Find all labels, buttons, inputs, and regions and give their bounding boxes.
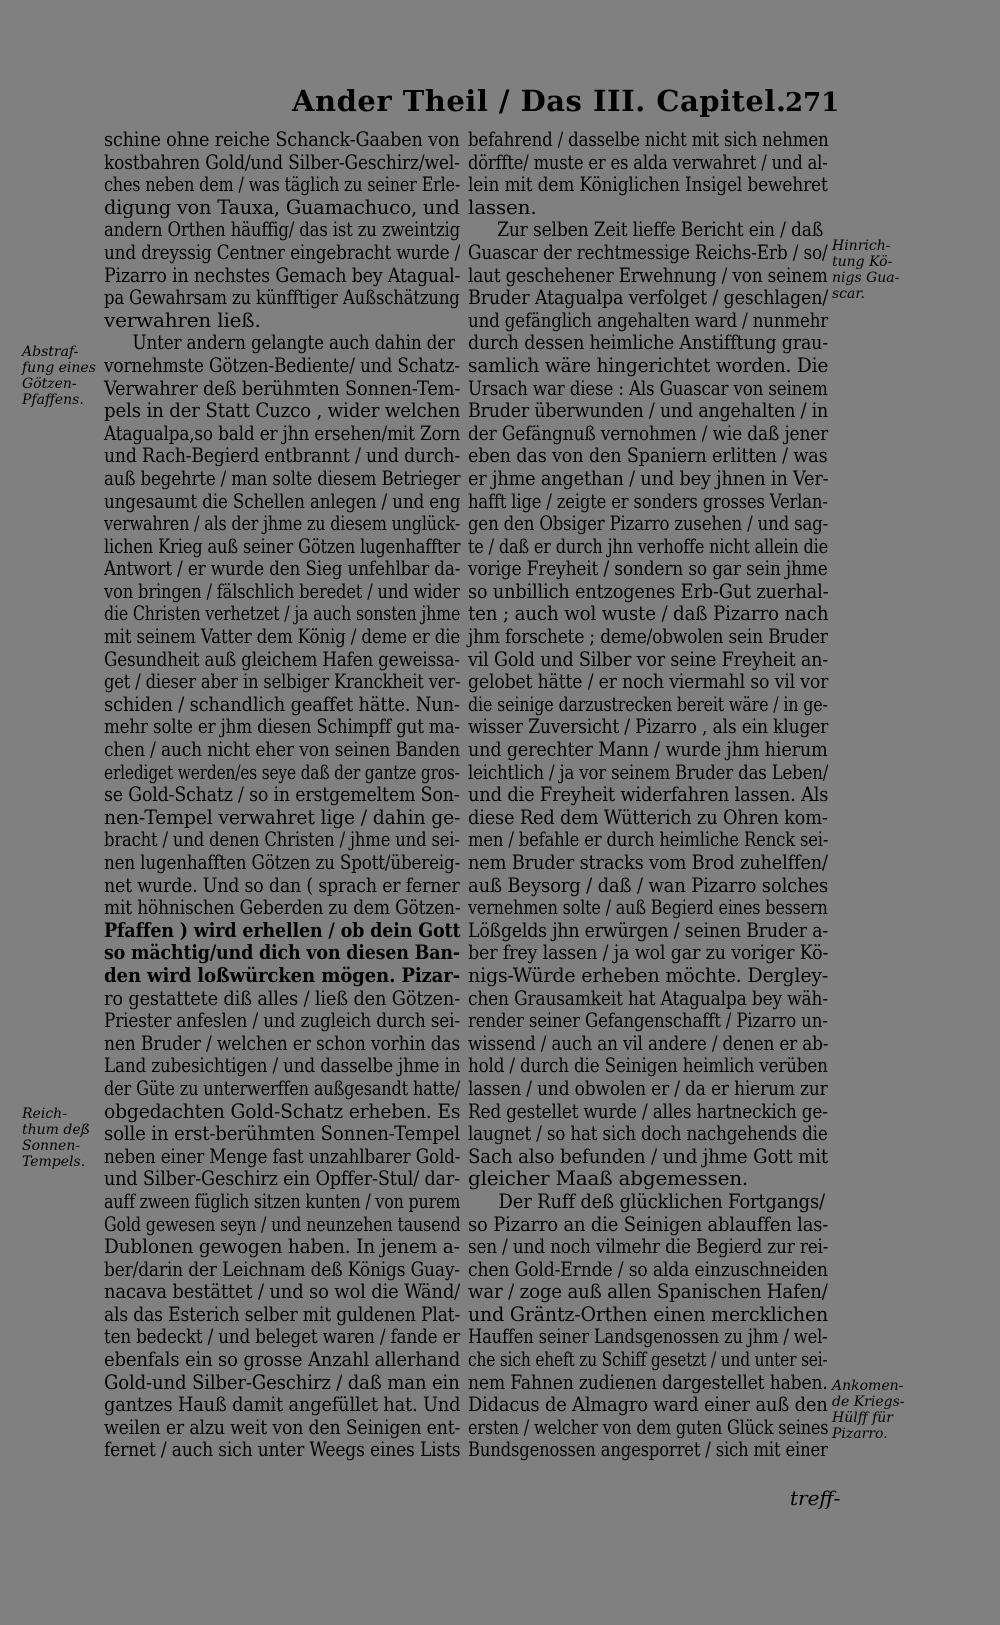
- text-line: Unter andern gelangte auch dahin der: [132, 330, 455, 355]
- text-line: nem Fahnen zudienen dargestellet haben.: [468, 1369, 828, 1394]
- text-line: befahrend / dasselbe nicht mit sich nehmen: [468, 127, 829, 151]
- text-line: Antwort / er wurde den Sieg unfehlbar da-: [104, 556, 461, 581]
- text-line: ersten / welcher von dem guten Glück seines: [468, 1414, 829, 1439]
- text-line: Guascar der rechtmessige Reichs-Erb / so/: [468, 239, 828, 264]
- text-line: Sach also befunden / und jhme Gott mit: [468, 1143, 829, 1168]
- text-line: lassen / und obwolen er / da er hierum zur: [468, 1075, 828, 1100]
- text-line: lein mit dem Königlichen Insigel bewehret: [468, 172, 828, 197]
- catchword: treff-: [790, 1486, 841, 1510]
- text-line: obgedachten Gold-Schatz erheben. Es: [104, 1098, 461, 1123]
- text-line: mit höhnischen Geberden zu dem Götzen-: [104, 895, 461, 920]
- text-line: ber/darin der Leichnam deß Königs Guay-: [104, 1256, 460, 1281]
- text-line: gleicher Maaß abgemessen.: [468, 1166, 749, 1191]
- text-line: nem Bruder stracks vom Brod zuhelffen/: [468, 850, 828, 874]
- text-line: hafft lige / zeigte er sonders grosses Verlan-: [468, 488, 828, 513]
- text-line: che sich eheft zu Schiff gesetzt / und unter sei-: [468, 1347, 828, 1372]
- text-line: die Christen verhetzet / ja auch sonsten jhme: [104, 601, 461, 626]
- text-line: pels in der Statt Cuzco , wider welchen: [104, 398, 461, 423]
- text-line: verwahren ließ.: [104, 307, 261, 332]
- text-line: Land zubesichtigen / und dasselbe jhme in: [104, 1053, 461, 1078]
- text-line: erlediget werden/es seye daß der gantze gros-: [104, 759, 460, 784]
- text-line: bracht / und denen Christen / jhme und sei-: [104, 827, 460, 852]
- text-line: mehr solte er jhm diesen Schimpff gut ma-: [104, 714, 460, 739]
- text-line: und Rach-Begierd entbrannt / und durch-: [104, 443, 461, 468]
- text-line: Dublonen gewogen haben. In jenem a-: [104, 1234, 460, 1259]
- text-line: laugnet / so hat sich doch nachgehends die: [468, 1121, 828, 1146]
- text-line: Bruder Atagualpa verfolget / geschlagen/: [468, 285, 829, 310]
- text-line: Gold-und Silber-Geschirz / daß man ein: [104, 1369, 460, 1394]
- text-line: der Gefängnuß vernohmen / wie daß jener: [468, 420, 829, 445]
- text-line: und Silber-Geschirz ein Opffer-Stul/ dar-: [104, 1166, 460, 1191]
- text-line: der Güte zu unterwerffen außgesandt hatte/: [104, 1075, 461, 1100]
- text-line: vernehmen solte / auß Begierd eines bessern: [468, 895, 828, 920]
- margin-note-hinrichtung: Hinrich- tung Kö- nigs Gua- scar.: [832, 238, 900, 302]
- text-line: chen Grausamkeit hat Atagualpa bey wäh-: [468, 985, 828, 1010]
- text-line: ungesaumt die Schellen anlegen / und eng: [104, 488, 461, 513]
- text-line: wissend / auch an vil andere / denen er ab-: [468, 1030, 829, 1055]
- text-line: so unbillich entzogenes Erb-Gut zuerhal-: [468, 578, 829, 603]
- text-line: wisser Zuversicht / Pizarro , als ein kluger: [468, 714, 829, 739]
- text-line: durch dessen heimliche Anstifftung grau-: [468, 330, 828, 355]
- text-line: Gold gewesen seyn / und neunzehen tausend: [104, 1211, 461, 1236]
- text-line: Ursach war diese : Als Guascar von seinem: [468, 375, 828, 400]
- text-line: Pfaffen ) wird erhellen / ob dein Gott: [104, 917, 461, 942]
- text-line: von bringen / fälschlich beredet / und wider: [104, 578, 460, 603]
- text-line: net wurde. Und so dan ( sprach er ferner: [104, 872, 460, 897]
- text-line: er jhme angethan / und bey jhnen in Ver-: [468, 465, 829, 490]
- text-line: Atagualpa,so bald er jhn ersehen/mit Zorn: [104, 420, 461, 445]
- text-line: und Gräntz-Orthen einen mercklichen: [468, 1301, 829, 1326]
- text-line: nen lugenhafften Götzen zu Spott/übereig-: [104, 850, 461, 874]
- text-line: chen / auch nicht eher von seinen Banden: [104, 737, 460, 762]
- text-line: Lößgelds jhn erwürgen / seinen Bruder a-: [468, 917, 829, 942]
- text-line: te / daß er durch jhn verhoffe nicht allein die: [468, 533, 828, 558]
- text-line: gelobet hätte / er noch viermahl so vil vor: [468, 669, 829, 694]
- text-line: vorige Freyheit / sondern so gar sein jhme: [468, 556, 828, 581]
- text-line: Priester anfeslen / und zugleich durch sei-: [104, 1008, 460, 1033]
- text-line: diese Red dem Wütterich zu Ohren kom-: [468, 804, 828, 829]
- text-line: men / befahle er durch heimliche Renck sei-: [468, 827, 829, 852]
- page-header: [0, 84, 1000, 128]
- text-line: Didacus de Almagro ward einer auß den: [468, 1392, 828, 1417]
- text-line: hold / durch die Seinigen heimlich verüben: [468, 1053, 828, 1078]
- text-line: und dreyssig Centner eingebracht wurde /: [104, 239, 461, 264]
- left-text-column: [104, 128, 460, 1461]
- text-line: nen Bruder / welchen er schon vorhin das: [104, 1030, 461, 1055]
- text-line: jhm forschete ; deme/obwolen sein Bruder: [468, 624, 828, 649]
- text-line: andern Orthen häuffig/ das ist zu zweintzig: [104, 217, 461, 242]
- text-line: dörffte/ muste er es alda verwahret / und al-: [468, 149, 828, 174]
- text-line: Gesundheit auß gleichem Hafen geweissa-: [104, 646, 460, 671]
- text-line: weilen er alzu weit von den Seinigen ent-: [104, 1414, 461, 1439]
- text-line: war / zoge auß allen Spanischen Hafen/: [468, 1279, 828, 1304]
- text-line: schiden / schandlich geaffet hätte. Nun-: [104, 691, 460, 716]
- text-line: gen den Obsiger Pizarro zusehen / und sag-: [468, 511, 829, 536]
- right-text-column: [468, 128, 828, 1461]
- text-line: ten bedeckt / und beleget waren / fande er: [104, 1324, 461, 1349]
- text-line: neben einer Menge fast unzahlbarer Gold-: [104, 1143, 461, 1168]
- text-line: se Gold-Schatz / so in erstgemeltem Son-: [104, 782, 460, 807]
- text-line: verwahren / als der jhme zu diesem unglück-: [104, 511, 461, 536]
- text-line: gantzes Hauß damit angefüllet hat. Und: [104, 1392, 461, 1417]
- text-line: ro gestattete diß alles / ließ den Götzen-: [104, 985, 461, 1010]
- text-line: lichen Krieg auß seiner Götzen lugenhaffter: [104, 533, 461, 558]
- text-line: lassen.: [468, 194, 537, 219]
- page-number: 271: [785, 88, 840, 118]
- text-line: Bruder überwunden / und angehalten / in: [468, 398, 829, 423]
- text-line: digung von Tauxa, Guamachuco, und: [104, 194, 460, 219]
- text-line: Pizarro in nechstes Gemach bey Atagual-: [104, 262, 461, 287]
- text-line: get / dieser aber in selbiger Kranckheit ver-: [104, 669, 461, 694]
- text-line: als das Esterich selber mit guldenen Plat-: [104, 1301, 461, 1326]
- text-line: ches neben dem / was täglich zu seiner Erle-: [104, 172, 461, 197]
- text-line: schine ohne reiche Schanck-Gaaben von: [104, 127, 460, 151]
- text-line: ten ; auch wol wuste / daß Pizarro nach: [468, 601, 829, 626]
- text-line: mit seinem Vatter dem König / deme er die: [104, 624, 461, 649]
- text-line: eben das von den Spaniern erlitten / was: [468, 443, 828, 468]
- text-line: Hauffen seiner Landsgenossen zu jhm / wel-: [468, 1324, 828, 1349]
- text-line: Zur selben Zeit lieffe Bericht ein / daß: [497, 217, 824, 242]
- text-line: chen Gold-Ernde / so alda einzuschneiden: [468, 1256, 828, 1281]
- text-line: leichtlich / ja vor seinem Bruder das Leben/: [468, 759, 829, 784]
- text-line: so Pizarro an die Seinigen ablauffen las-: [468, 1211, 829, 1236]
- text-line: nacava bestättet / und so wol die Wänd/: [104, 1279, 461, 1304]
- text-line: die seinige darzustrecken bereit wäre / in ge-: [468, 691, 828, 716]
- text-line: ebenfals ein so grosse Anzahl allerhand: [104, 1347, 461, 1372]
- text-line: nigs-Würde erheben möchte. Dergley-: [468, 962, 829, 987]
- text-line: solle in erst-berühmten Sonnen-Tempel: [104, 1121, 460, 1146]
- margin-note-reichthum: Reich- thum deß Sonnen- Tempels.: [22, 1106, 90, 1170]
- text-line: Bundsgenossen angesporret / sich mit einer: [468, 1437, 828, 1462]
- text-line: fernet / auch sich unter Weegs eines Lists: [104, 1437, 461, 1462]
- text-line: und gefänglich angehalten ward / nunmehr: [468, 307, 829, 332]
- text-line: so mächtig/und dich von diesen Ban-: [104, 940, 461, 965]
- text-line: sen / und noch vilmehr die Begierd zur rei-: [468, 1234, 829, 1259]
- text-line: pa Gewahrsam zu künfftiger Außschätzung: [104, 285, 460, 310]
- text-line: Verwahrer deß berühmten Sonnen-Tem-: [104, 375, 461, 400]
- margin-note-abstrafung: Abstraf- fung eines Götzen- Pfaffens.: [22, 344, 96, 408]
- text-line: vil Gold und Silber vor seine Freyheit an-: [468, 646, 829, 671]
- text-line: auff zween füglich sitzen kunten / von purem: [104, 1188, 461, 1213]
- text-line: und die Freyheit widerfahren lassen. Als: [468, 782, 829, 807]
- text-line: render seiner Gefangenschafft / Pizarro un-: [468, 1008, 828, 1033]
- text-line: und gerechter Mann / wurde jhm hierum: [468, 737, 828, 762]
- margin-note-ankomende: Ankomen- de Kriegs- Hülff für Pizarro.: [832, 1378, 905, 1442]
- text-line: Red gestellet wurde / alles hartneckich ge-: [468, 1098, 828, 1123]
- text-line: Der Ruff deß glücklichen Fortgangs/: [498, 1188, 825, 1213]
- text-line: kostbahren Gold/und Silber-Geschirz/wel-: [104, 149, 460, 174]
- text-line: auß Beysorg / daß / wan Pizarro solches: [468, 872, 829, 897]
- text-line: ber frey lassen / ja wol gar zu voriger Kö-: [468, 940, 829, 965]
- text-line: nen-Tempel verwahret lige / dahin ge-: [104, 804, 461, 829]
- text-line: vornehmste Götzen-Bediente/ und Schatz-: [104, 352, 460, 377]
- text-line: laut geschehener Erwehnung / von seinem: [468, 262, 828, 287]
- running-head: Ander Theil / Das III. Capitel.: [292, 84, 787, 118]
- text-line: samlich wäre hingerichtet worden. Die: [468, 352, 829, 377]
- text-line: auß begehrte / man solte diesem Betrieger: [104, 465, 461, 490]
- text-line: den wird loßwürcken mögen. Pizar-: [104, 962, 461, 987]
